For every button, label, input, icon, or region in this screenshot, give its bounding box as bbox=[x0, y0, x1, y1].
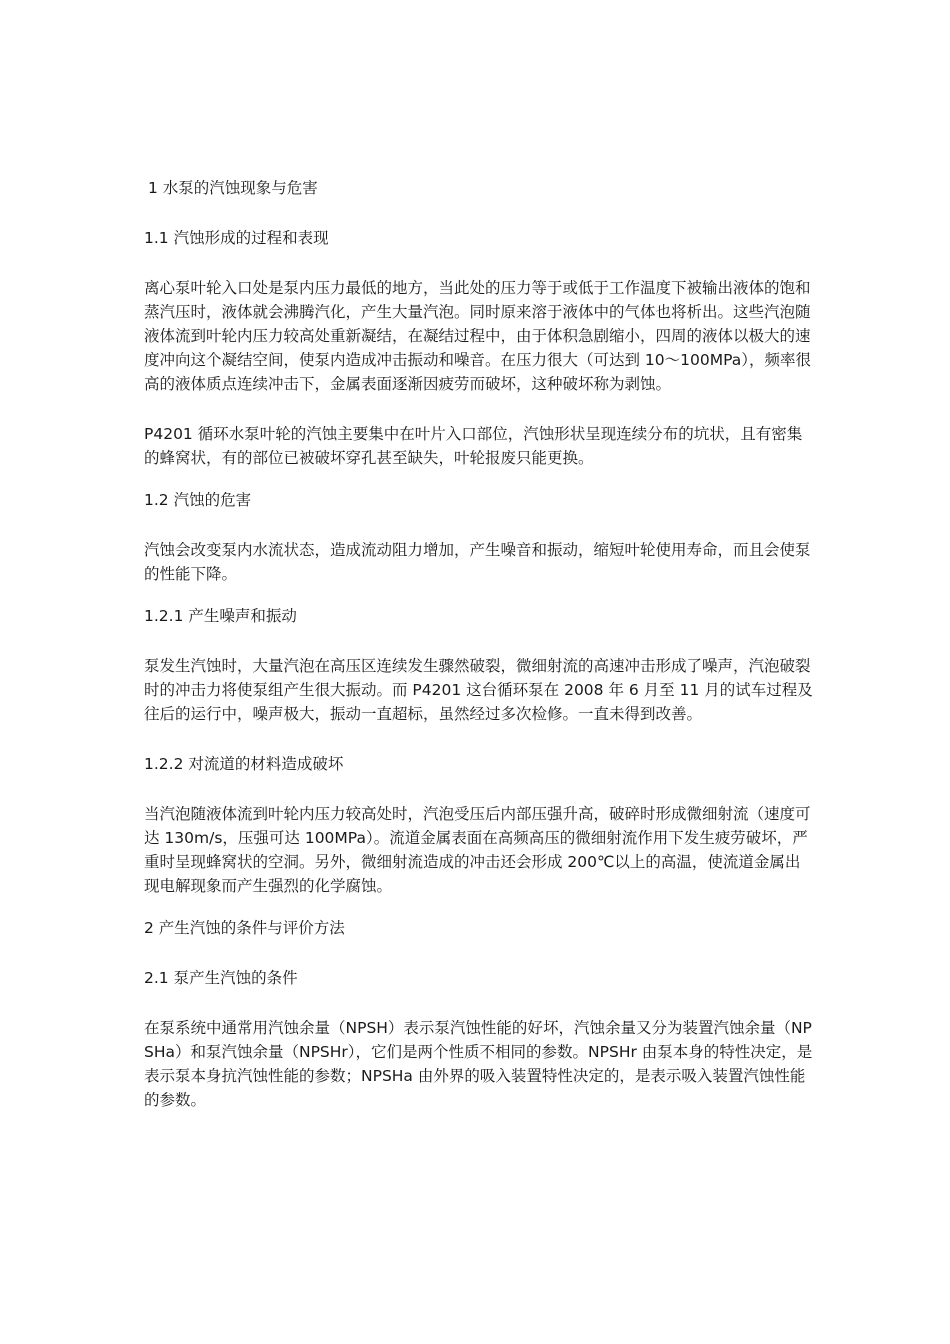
document-body bbox=[144, 176, 814, 1138]
paragraph-npsh: 在泵系统中通常用汽蚀余量（NPSH）表示泵汽蚀性能的好坏，汽蚀余量又分为装置汽蚀余量（NPSHa）和泵汽蚀余量（NPSHr），它们是两个性质不相同的参数。NPSHr 由泵本身的特性决定，是表示泵本身抗汽蚀性能的参数；NPSHa 由外界的吸入装置特性决定的，是表示吸入装置汽蚀性能的参数。 bbox=[144, 1019, 813, 1109]
paragraph-cavitation-process: 离心泵叶轮入口处是泵内压力最低的地方，当此处的压力等于或低于工作温度下被输出液体的饱和蒸汽压时，液体就会沸腾汽化，产生大量汽泡。同时原来溶于液体中的气体也将析出。这些汽泡随液体流到叶轮内压力较高处重新凝结，在凝结过程中，由于体积急剧缩小，四周的液体以极大的速度冲向这个凝结空间，使泵内造成冲击振动和噪音。在压力很大（可达到 10～100MPa），频率很高的液体质点连续冲击下，金属表面逐渐因疲劳而破坏，这种破坏称为剥蚀。 bbox=[144, 279, 812, 393]
paragraph-cavitation-harm: 汽蚀会改变泵内水流状态，造成流动阻力增加，产生噪音和振动，缩短叶轮使用寿命，而且会使泵的性能下降。 bbox=[144, 541, 811, 583]
paragraph-material-damage: 当汽泡随液体流到叶轮内压力较高处时，汽泡受压后内部压强升高，破碎时形成微细射流（速度可达 130m/s，压强可达 100MPa）。流道金属表面在高频高压的微细射流作用下发生疲劳破坏，严重时呈现蜂窝状的空洞。另外，微细射流造成的冲击还会形成 200℃以上的高温，使流道金属出现电解现象而产生强烈的化学腐蚀。 bbox=[144, 805, 811, 895]
section-heading-1-2-1: 1.2.1 产生噪声和振动 bbox=[144, 607, 297, 625]
section-heading-1-2-2: 1.2.2 对流道的材料造成破坏 bbox=[144, 755, 344, 773]
section-heading-2: 2 产生汽蚀的条件与评价方法 bbox=[144, 919, 345, 937]
paragraph-p4201-impeller: P4201 循环水泵叶轮的汽蚀主要集中在叶片入口部位，汽蚀形状呈现连续分布的坑状，且有密集的蜂窝状，有的部位已被破坏穿孔甚至缺失，叶轮报废只能更换。 bbox=[144, 425, 803, 467]
section-heading-1: 1 水泵的汽蚀现象与危害 bbox=[148, 179, 318, 197]
paragraph-noise-vibration: 泵发生汽蚀时，大量汽泡在高压区连续发生骤然破裂，微细射流的高速冲击形成了噪声，汽泡破裂时的冲击力将使泵组产生很大振动。而 P4201 这台循环泵在 2008 年 6 月至 11 月的试车过程及往后的运行中，噪声极大，振动一直超标，虽然经过多次检修。一直未得到改善。 bbox=[144, 657, 813, 723]
section-heading-1-1: 1.1 汽蚀形成的过程和表现 bbox=[144, 229, 329, 247]
section-heading-2-1: 2.1 泵产生汽蚀的条件 bbox=[144, 969, 298, 987]
section-heading-1-2: 1.2 汽蚀的危害 bbox=[144, 491, 252, 509]
